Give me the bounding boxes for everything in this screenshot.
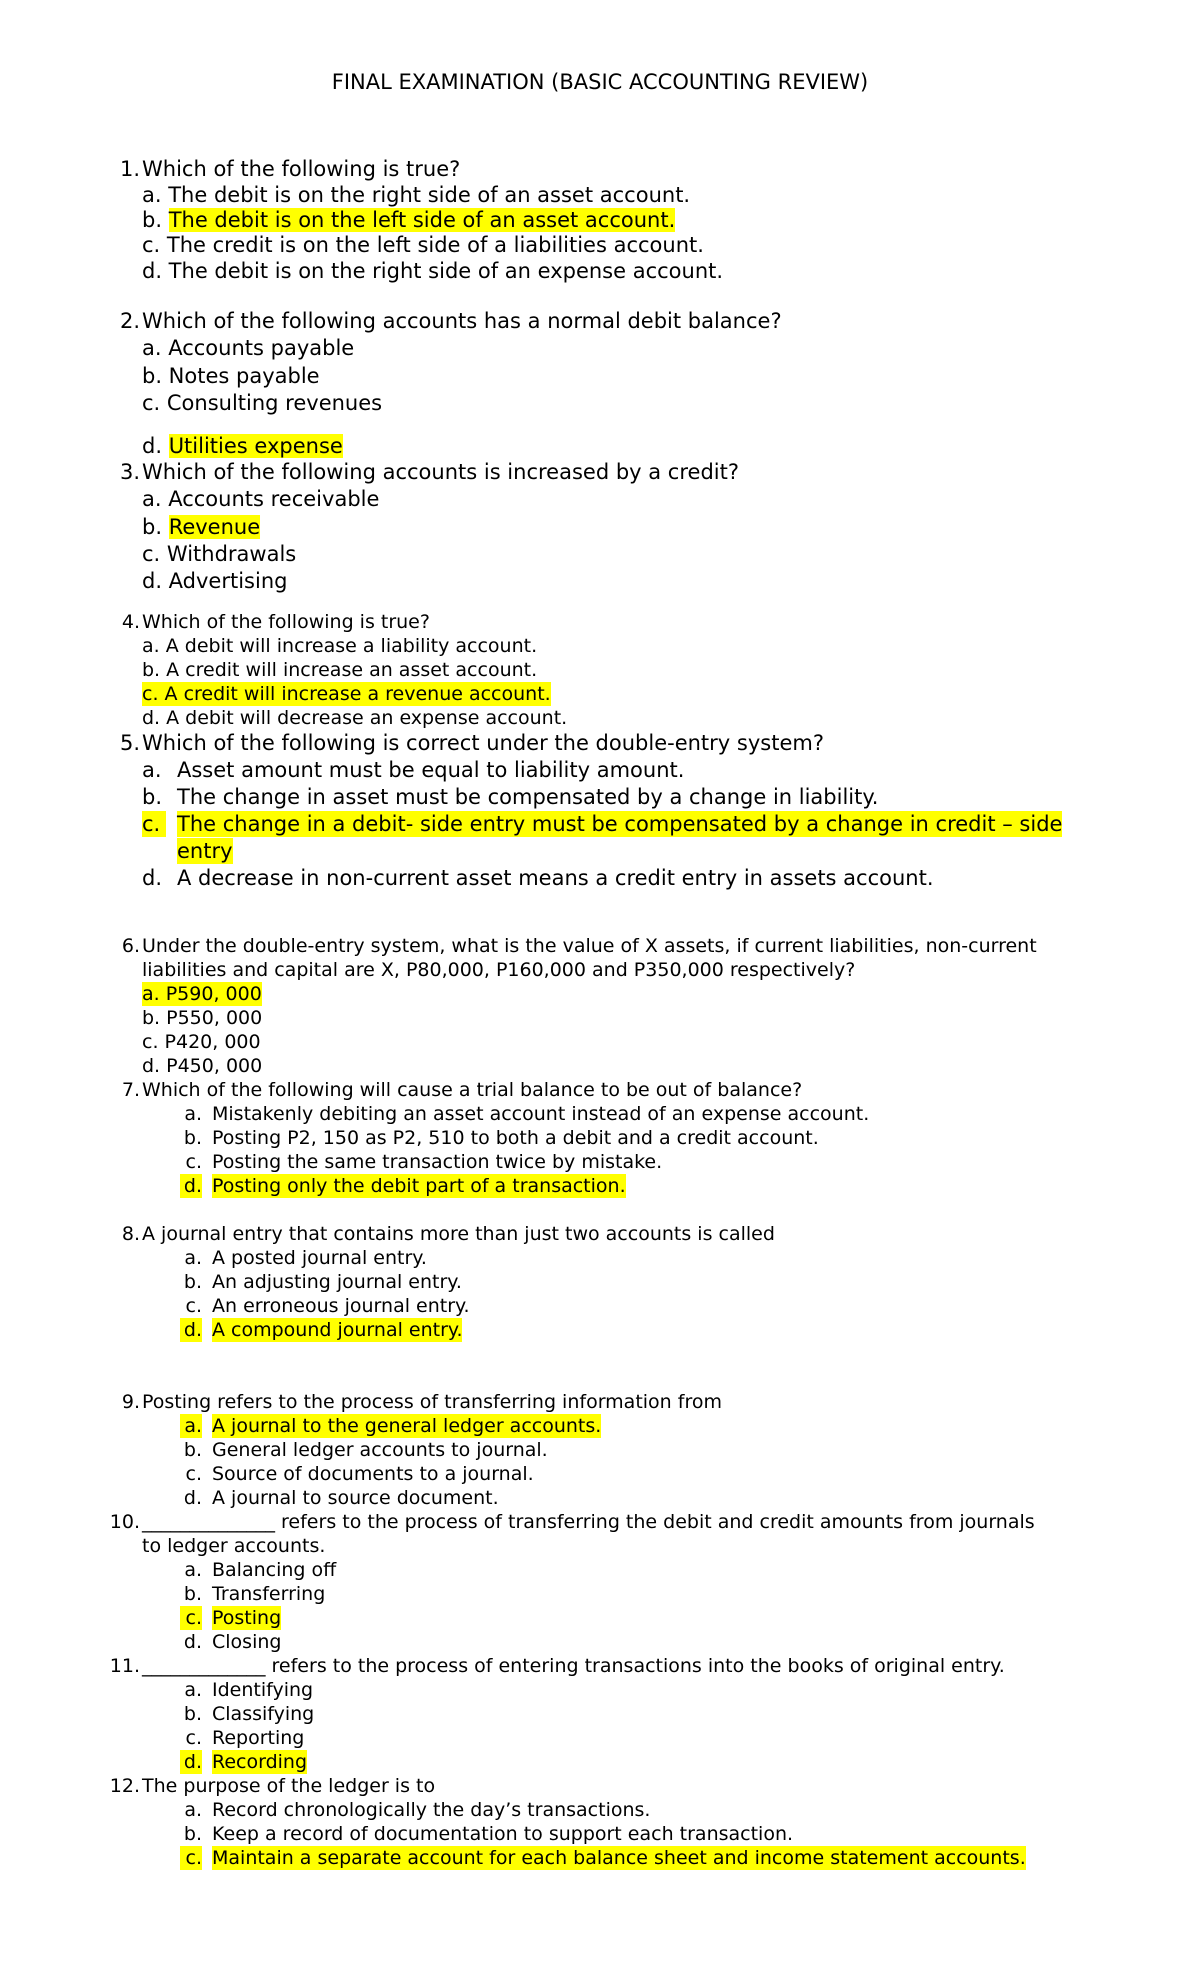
- question-number: 3.: [119, 460, 140, 484]
- question-number: 12.: [109, 1775, 140, 1797]
- option-letter: c.: [185, 1151, 202, 1173]
- option-letter: a.: [180, 1414, 202, 1438]
- option-letter: a.: [184, 1799, 202, 1821]
- option-text: b. A credit will increase an asset account.: [142, 659, 538, 681]
- option-label: b.: [142, 208, 169, 232]
- option-text: c. The credit is on the left side of a liabilities account.: [142, 233, 704, 257]
- option-text: c. Consulting revenues: [142, 391, 383, 415]
- question-text: Under the double-entry system, what is the value of X assets, if current liabilities, non-current: [142, 935, 1037, 957]
- option-letter: d.: [142, 866, 163, 890]
- option-letter: a.: [184, 1103, 202, 1125]
- option-letter: b.: [183, 1823, 202, 1845]
- option-letter: b.: [183, 1127, 202, 1149]
- option-letter: a.: [142, 758, 162, 782]
- option-letter: d.: [180, 1174, 202, 1198]
- document-title: FINAL EXAMINATION (BASIC ACCOUNTING REVIEW): [331, 70, 869, 94]
- option-text: Keep a record of documentation to support each transaction.: [212, 1823, 794, 1845]
- option-text: b. Notes payable: [142, 364, 320, 388]
- highlighted-answer: entry: [177, 839, 233, 863]
- option-text: Classifying: [212, 1703, 315, 1725]
- question-text: Which of the following is true?: [142, 157, 461, 181]
- highlighted-answer: c. A credit will increase a revenue account.: [142, 683, 551, 705]
- option-text: Mistakenly debiting an asset account instead of an expense account.: [212, 1103, 870, 1125]
- option-text: Closing: [212, 1631, 282, 1653]
- option-text: d. The debit is on the right side of an expense account.: [142, 259, 724, 283]
- question-text: Which of the following is correct under the double-entry system?: [142, 731, 824, 755]
- option-text: a. Accounts payable: [142, 336, 355, 360]
- option-letter: c.: [180, 1846, 202, 1870]
- question-text: Which of the following is true?: [142, 611, 430, 633]
- option-text: A posted journal entry.: [212, 1247, 427, 1269]
- option-text: Reporting: [212, 1727, 305, 1749]
- option-letter: b.: [183, 1439, 202, 1461]
- option-text: a. The debit is on the right side of an asset account.: [142, 183, 691, 207]
- highlighted-answer: A compound journal entry.: [212, 1319, 463, 1341]
- question-text: The purpose of the ledger is to: [142, 1775, 436, 1797]
- question-number: 10.: [109, 1511, 140, 1533]
- highlighted-answer: a. P590, 000: [142, 983, 262, 1005]
- highlighted-answer: The debit is on the left side of an asset account.: [168, 208, 676, 232]
- option-text: [142, 514, 260, 540]
- option-text: Record chronologically the day’s transactions.: [212, 1799, 651, 1821]
- option-letter: c.: [185, 1727, 202, 1749]
- option-text: The change in asset must be compensated by a change in liability.: [177, 785, 879, 809]
- question-number: 5.: [119, 731, 140, 755]
- option-text: [142, 207, 675, 233]
- question-number: 8.: [121, 1223, 140, 1245]
- question-text: Which of the following will cause a trial balance to be out of balance?: [142, 1079, 803, 1101]
- question-text: _____________ refers to the process of entering transactions into the books of original entry.: [142, 1655, 1005, 1677]
- option-text: Balancing off: [212, 1559, 337, 1581]
- question-text: Which of the following accounts has a normal debit balance?: [142, 309, 782, 333]
- option-letter: d.: [183, 1487, 202, 1509]
- option-text: A journal to source document.: [212, 1487, 499, 1509]
- option-text: Transferring: [212, 1583, 326, 1605]
- question-text: Posting refers to the process of transferring information from: [142, 1391, 722, 1413]
- option-letter: d.: [183, 1631, 202, 1653]
- question-number: 9.: [121, 1391, 140, 1413]
- option-text: Posting P2, 150 as P2, 510 to both a debit and a credit account.: [212, 1127, 819, 1149]
- question-number: 2.: [119, 309, 140, 333]
- option-text: b. P550, 000: [142, 1007, 263, 1029]
- option-text: a. A debit will increase a liability account.: [142, 635, 538, 657]
- option-text: An erroneous journal entry.: [212, 1295, 470, 1317]
- option-text: [142, 433, 343, 459]
- option-text: Asset amount must be equal to liability amount.: [177, 758, 685, 782]
- option-letter: d.: [180, 1318, 202, 1342]
- question-text: ______________ refers to the process of transferring the debit and credit amounts from journals: [142, 1511, 1035, 1533]
- option-letter: b.: [142, 785, 163, 809]
- highlighted-answer: A journal to the general ledger accounts.: [212, 1415, 602, 1437]
- option-text: d. Advertising: [142, 569, 288, 593]
- highlighted-answer: Posting: [212, 1607, 282, 1629]
- option-text: An adjusting journal entry.: [212, 1271, 462, 1293]
- option-letter: c.: [185, 1295, 202, 1317]
- option-letter: a.: [184, 1559, 202, 1581]
- option-letter: a.: [184, 1247, 202, 1269]
- option-text: c. Withdrawals: [142, 542, 297, 566]
- highlighted-answer: Utilities expense: [168, 434, 343, 458]
- option-letter: c.: [142, 811, 166, 837]
- option-label: d.: [142, 434, 169, 458]
- option-text: Identifying: [212, 1679, 314, 1701]
- question-number: 4.: [121, 611, 140, 633]
- highlighted-answer: Recording: [212, 1751, 308, 1773]
- question-text: A journal entry that contains more than just two accounts is called: [142, 1223, 775, 1245]
- option-letter: c.: [180, 1606, 202, 1630]
- highlighted-answer: Maintain a separate account for each balance sheet and income statement accounts.: [212, 1847, 1026, 1869]
- option-letter: b.: [183, 1271, 202, 1293]
- question-text: Which of the following accounts is increased by a credit?: [142, 460, 739, 484]
- option-text: a. Accounts receivable: [142, 487, 380, 511]
- option-letter: b.: [183, 1583, 202, 1605]
- option-text: General ledger accounts to journal.: [212, 1439, 548, 1461]
- option-letter: a.: [184, 1679, 202, 1701]
- option-letter: c.: [185, 1463, 202, 1485]
- question-text: to ledger accounts.: [142, 1535, 326, 1557]
- question-text: liabilities and capital are X, P80,000, P160,000 and P350,000 respectively?: [142, 959, 856, 981]
- question-number: 11.: [109, 1655, 140, 1677]
- question-number: 7.: [121, 1079, 140, 1101]
- question-number: 6.: [121, 935, 140, 957]
- option-letter: b.: [183, 1703, 202, 1725]
- option-text: c. P420, 000: [142, 1031, 261, 1053]
- highlighted-answer: The change in a debit- side entry must be compensated by a change in credit – side: [177, 812, 1063, 836]
- option-label: b.: [142, 515, 169, 539]
- highlighted-answer: Revenue: [168, 515, 261, 539]
- question-number: 1.: [119, 157, 140, 181]
- option-text: Posting the same transaction twice by mistake.: [212, 1151, 663, 1173]
- option-letter: d.: [180, 1750, 202, 1774]
- option-text: Source of documents to a journal.: [212, 1463, 534, 1485]
- option-text: A decrease in non-current asset means a credit entry in assets account.: [177, 866, 934, 890]
- highlighted-answer: Posting only the debit part of a transaction.: [212, 1175, 626, 1197]
- option-text: d. P450, 000: [142, 1055, 263, 1077]
- option-text: d. A debit will decrease an expense account.: [142, 707, 568, 729]
